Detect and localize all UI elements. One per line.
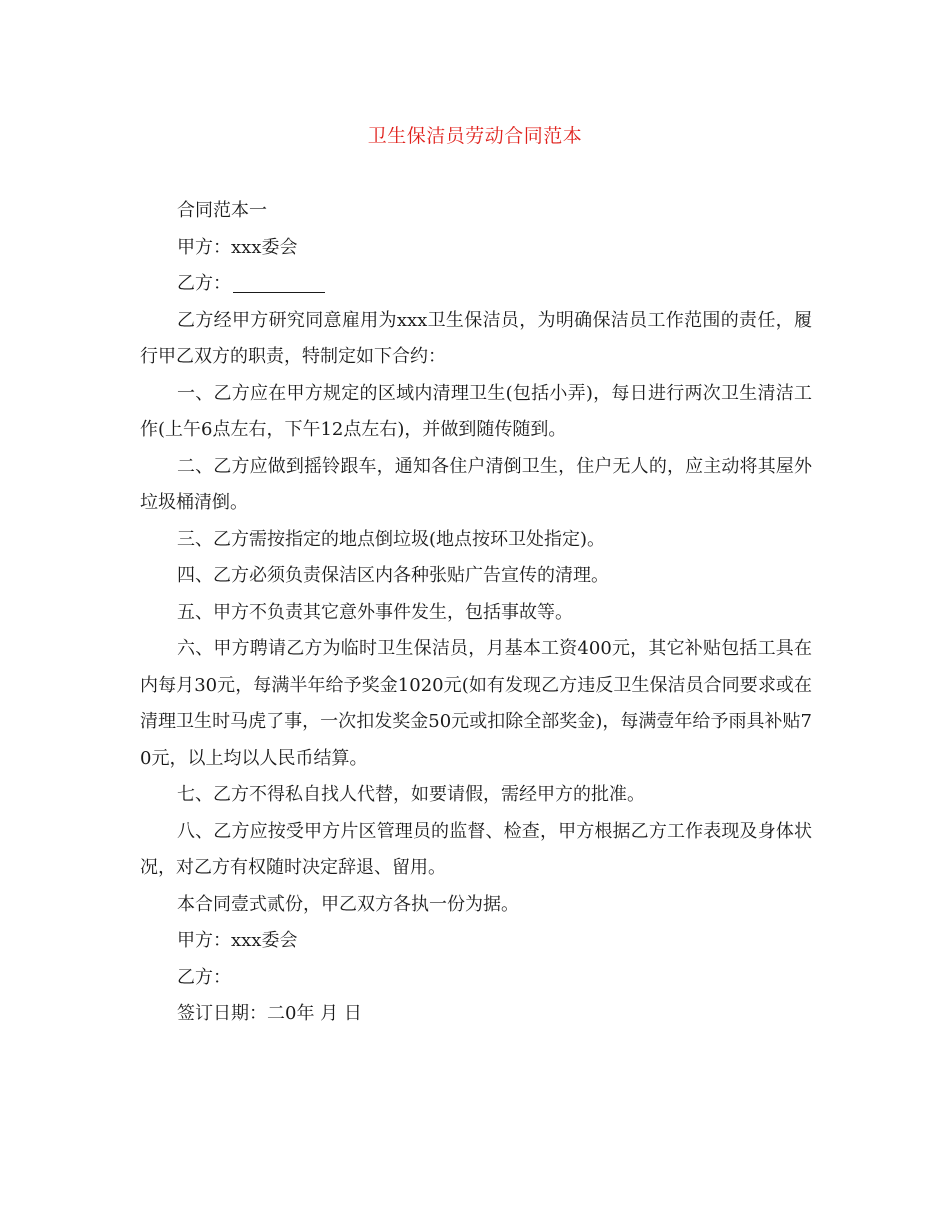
party-a-line: 甲方：xxx委会 xyxy=(177,236,298,258)
clause-2: 二、乙方应做到摇铃跟车，通知各住户清倒卫生，住户无人的，应主动将其屋外垃圾桶清倒。 xyxy=(140,455,812,513)
copies-statement: 本合同壹式贰份，甲乙双方各执一份为据。 xyxy=(177,893,519,915)
clause-7: 七、乙方不得私自找人代替，如要请假，需经甲方的批准。 xyxy=(177,784,645,805)
document-title: 卫生保洁员劳动合同范本 xyxy=(367,125,583,147)
clause-3: 三、乙方需按指定的地点倒垃圾(地点按环卫处指定)。 xyxy=(177,528,606,550)
party-b-blank-line xyxy=(233,274,325,293)
clause-5: 五、甲方不负责其它意外事件发生，包括事故等。 xyxy=(177,601,573,623)
intro-paragraph: 乙方经甲方研究同意雇用为xxx卫生保洁员，为明确保洁员工作范围的责任，履行甲乙双方的职责，特制定如下合约： xyxy=(140,309,812,367)
party-b-label: 乙方： xyxy=(177,273,231,294)
clause-8: 八、乙方应按受甲方片区管理员的监督、检查，甲方根据乙方工作表现及身体状况，对乙方有权随时决定辞退、留用。 xyxy=(140,820,812,878)
clause-6: 六、甲方聘请乙方为临时卫生保洁员，月基本工资400元，其它补贴包括工具在内每月30元，每满半年给予奖金1020元(如有发现乙方违反卫生保洁员合同要求或在清理卫生时马虎了事，一次扣发奖金50元或扣除全部奖金)，每满壹年给予雨具补贴70元，以上均以人民币结算。 xyxy=(140,638,812,769)
document-body xyxy=(140,193,812,1033)
signature-party-a: 甲方：xxx委会 xyxy=(177,930,298,951)
clause-4: 四、乙方必须负责保洁区内各种张贴广告宣传的清理。 xyxy=(177,565,609,586)
contract-heading: 合同范本一 xyxy=(177,200,267,221)
signature-party-b: 乙方： xyxy=(177,966,231,988)
party-b-line xyxy=(140,266,812,303)
signature-date: 签订日期：二0年 月 日 xyxy=(177,1003,362,1024)
clause-1: 一、乙方应在甲方规定的区域内清理卫生(包括小弄)，每日进行两次卫生清洁工作(上午6点左右，下午12点左右)，并做到随传随到。 xyxy=(140,382,812,440)
